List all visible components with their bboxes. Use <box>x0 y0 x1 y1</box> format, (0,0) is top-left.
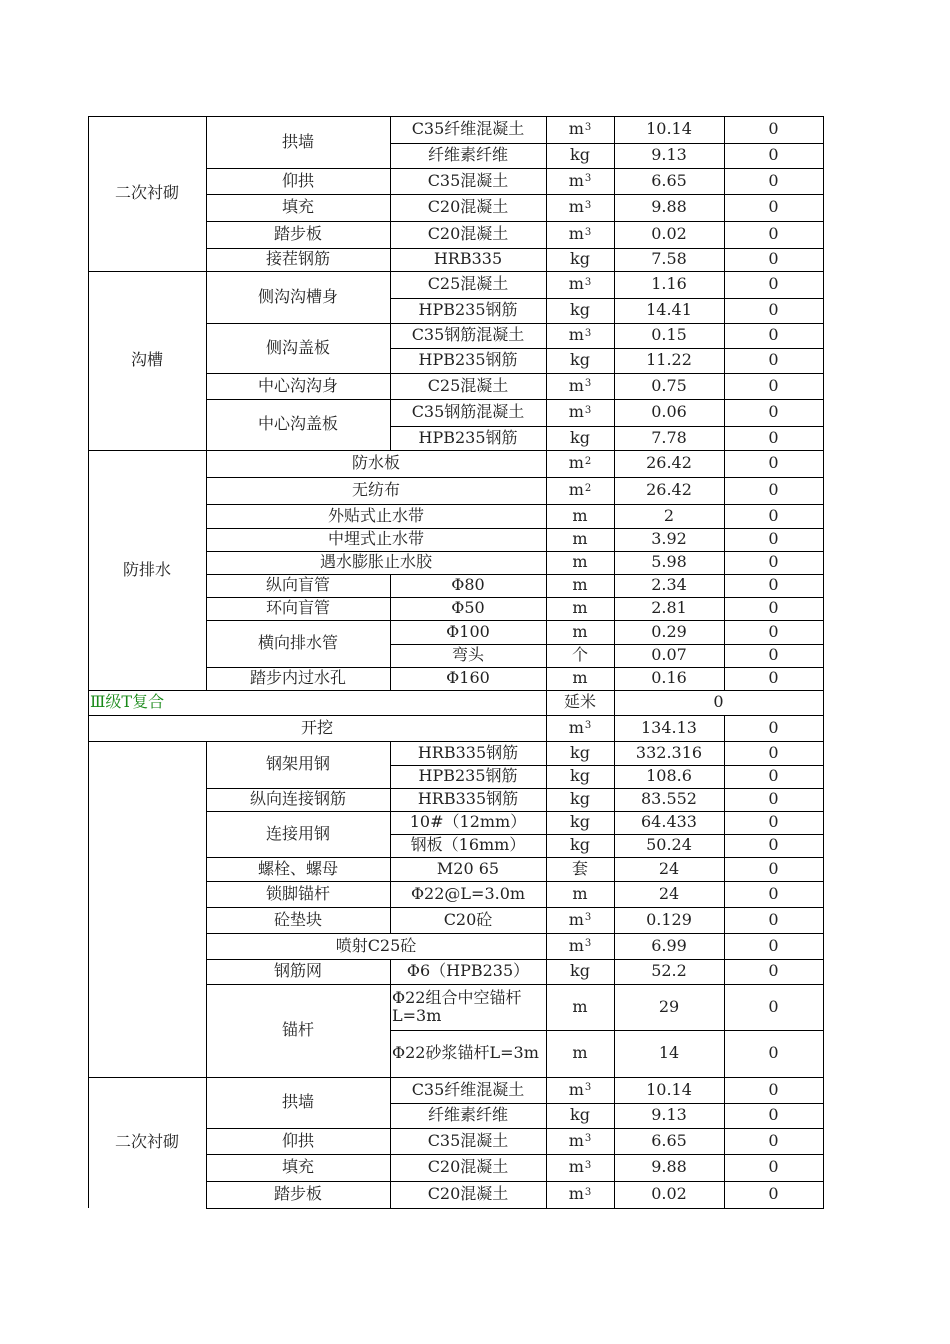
amount-cell: 0 <box>768 325 779 345</box>
quantity-cell: 24 <box>658 883 680 903</box>
amount-cell: 0 <box>768 145 779 165</box>
unit-cell: m $^3$ <box>568 274 592 294</box>
quantity-cell: 134.13 <box>641 717 697 737</box>
item-cell: 锚杆 <box>281 1020 314 1040</box>
item-cell: 踏步板 <box>273 1184 322 1204</box>
spec-cell: Φ80 <box>451 575 485 595</box>
quantity-cell: 6.99 <box>651 935 687 955</box>
grid-line <box>390 834 824 835</box>
grid-line <box>206 323 824 324</box>
grid-line <box>390 116 391 450</box>
quantity-cell: 10.14 <box>646 119 692 139</box>
quantity-cell: 7.78 <box>651 427 687 447</box>
amount-cell: 0 <box>768 170 779 190</box>
unit-cell: m <box>572 552 588 572</box>
grid-line <box>206 881 824 882</box>
unit-cell: m $^3$ <box>568 375 592 395</box>
grid-line <box>546 116 547 1208</box>
grid-line <box>88 450 824 451</box>
grid-line <box>206 857 824 858</box>
unit-cell: 延米 <box>563 692 596 712</box>
item-cell: 连接用钢 <box>265 823 330 843</box>
unit-cell: kg <box>570 350 590 370</box>
amount-cell: 0 <box>768 835 779 855</box>
grid-line <box>390 644 824 645</box>
spec-cell: HPB235钢筋 <box>418 427 518 447</box>
spec-cell: C35钢筋混凝土 <box>411 325 525 345</box>
quantity-cell: 14.41 <box>646 300 692 320</box>
unit-cell: m $^2$ <box>568 453 592 473</box>
quantity-cell: 29 <box>658 996 680 1016</box>
unit-cell: kg <box>570 766 590 786</box>
unit-cell: m $^3$ <box>568 1184 592 1204</box>
item-cell: 侧沟盖板 <box>265 337 330 357</box>
grid-line <box>206 221 824 222</box>
grid-line <box>206 959 824 960</box>
quantity-cell: 0.06 <box>651 402 687 422</box>
unit-cell: m $^3$ <box>568 717 592 737</box>
grid-line <box>206 597 824 598</box>
amount-cell: 0 <box>768 1157 779 1177</box>
grid-line <box>206 741 207 1208</box>
item-cell: 仰拱 <box>281 170 314 190</box>
spec-cell: C35钢筋混凝土 <box>411 402 525 422</box>
amount-cell: 0 <box>768 742 779 762</box>
grid-line <box>206 116 207 690</box>
unit-cell: m <box>572 621 588 641</box>
unit-cell: m <box>572 668 588 688</box>
amount-cell: 0 <box>768 300 779 320</box>
quantity-cell: 50.24 <box>646 835 692 855</box>
unit-cell: m <box>572 505 588 525</box>
item-cell: 防水板 <box>351 453 400 473</box>
grid-line <box>88 690 824 691</box>
item-cell: 纵向连接钢筋 <box>249 789 346 809</box>
group-cell: 防排水 <box>122 559 171 579</box>
grid-line <box>390 574 391 690</box>
grid-line <box>390 959 391 1208</box>
spec-cell: HPB235钢筋 <box>418 300 518 320</box>
item-cell: 环向盲管 <box>265 598 330 618</box>
amount-cell: 0 <box>768 402 779 422</box>
quantity-cell: 9.88 <box>651 1157 687 1177</box>
unit-cell: m <box>572 529 588 549</box>
amount-cell: 0 <box>768 453 779 473</box>
quantity-cell: 2 <box>663 505 675 525</box>
unit-cell: m $^3$ <box>568 1079 592 1099</box>
quantity-cell: 108.6 <box>646 766 692 786</box>
grid-line <box>390 1030 824 1031</box>
spec-cell: Φ22砂浆锚杆L=3m <box>392 1043 539 1063</box>
unit-cell: m <box>572 883 588 903</box>
quantity-cell: 7.58 <box>651 249 687 269</box>
spec-cell: 钢板（16mm） <box>410 835 526 855</box>
group-cell: 二次衬砌 <box>114 1132 179 1152</box>
amount-cell: 0 <box>768 552 779 572</box>
grid-line <box>88 1077 824 1078</box>
unit-cell: 套 <box>571 858 588 878</box>
grid-line <box>206 907 824 908</box>
item-cell: 钢筋网 <box>273 961 322 981</box>
grid-line <box>724 715 725 1208</box>
amount-cell: 0 <box>768 996 779 1016</box>
grid-line <box>88 116 824 117</box>
quantity-cell: 9.88 <box>651 197 687 217</box>
grid-line <box>206 551 824 552</box>
unit-cell: m $^3$ <box>568 119 592 139</box>
amount-cell: 0 <box>768 575 779 595</box>
spec-cell: C20混凝土 <box>427 197 509 217</box>
amount-cell: 0 <box>768 1043 779 1063</box>
grid-line <box>390 426 824 427</box>
amount-cell: 0 <box>768 529 779 549</box>
amount-cell: 0 <box>768 249 779 269</box>
quantity-cell: 2.34 <box>651 575 687 595</box>
amount-cell: 0 <box>768 766 779 786</box>
item-cell: 中心沟盖板 <box>257 414 338 434</box>
amount-cell: 0 <box>768 789 779 809</box>
grid-line <box>206 373 824 374</box>
amount-cell: 0 <box>768 505 779 525</box>
spec-cell: C20砼 <box>443 909 493 929</box>
quantity-cell: 0 <box>713 692 724 712</box>
spec-cell: HRB335钢筋 <box>417 789 519 809</box>
unit-cell: kg <box>570 812 590 832</box>
item-cell: 踏步内过水孔 <box>249 668 346 688</box>
grid-line <box>390 741 391 933</box>
spec-cell: Φ160 <box>446 668 490 688</box>
quantity-cell: 2.81 <box>651 598 687 618</box>
grid-line <box>206 984 824 985</box>
quantity-cell: 1.16 <box>651 274 687 294</box>
unit-cell: m $^3$ <box>568 1157 592 1177</box>
quantity-cell: 0.75 <box>651 375 687 395</box>
amount-cell: 0 <box>768 119 779 139</box>
quantity-cell: 0.29 <box>651 621 687 641</box>
spec-cell: HRB335 <box>433 249 503 269</box>
amount-cell: 0 <box>768 883 779 903</box>
spec-cell: C35混凝土 <box>427 1130 509 1150</box>
unit-cell: m $^3$ <box>568 1130 592 1150</box>
quantity-cell: 9.13 <box>651 1105 687 1125</box>
item-cell: 踏步板 <box>273 224 322 244</box>
unit-cell: m <box>572 1043 588 1063</box>
group-cell: 沟槽 <box>130 350 163 370</box>
amount-cell: 0 <box>768 1105 779 1125</box>
quantity-cell: 3.92 <box>651 529 687 549</box>
quantity-cell: 11.22 <box>646 350 692 370</box>
quantity-cell: 6.65 <box>651 170 687 190</box>
item-cell: 钢架用钢 <box>265 754 330 774</box>
grid-line <box>88 116 89 1208</box>
spec-cell: C35纤维混凝土 <box>411 119 525 139</box>
amount-cell: 0 <box>768 935 779 955</box>
unit-cell: kg <box>570 835 590 855</box>
unit-cell: m $^3$ <box>568 909 592 929</box>
grid-line <box>206 667 824 668</box>
grid-line <box>206 1208 824 1209</box>
grid-line <box>390 765 824 766</box>
quantity-cell: 10.14 <box>646 1079 692 1099</box>
grid-line <box>206 1128 824 1129</box>
unit-cell: kg <box>570 427 590 447</box>
item-cell: 拱墙 <box>281 131 314 151</box>
unit-cell: m $^3$ <box>568 197 592 217</box>
unit-cell: m <box>572 996 588 1016</box>
spec-cell: C20混凝土 <box>427 224 509 244</box>
amount-cell: 0 <box>768 427 779 447</box>
item-cell: 横向排水管 <box>257 633 338 653</box>
spec-cell: 纤维素纤维 <box>427 145 508 165</box>
grid-line <box>206 620 824 621</box>
grid-line <box>390 348 824 349</box>
quantity-cell: 26.42 <box>646 453 692 473</box>
item-cell: 拱墙 <box>281 1092 314 1112</box>
spec-cell: HPB235钢筋 <box>418 766 518 786</box>
spec-cell: C35混凝土 <box>427 170 509 190</box>
spec-cell: C25混凝土 <box>427 274 509 294</box>
section-title: Ⅲ级T复合 <box>90 692 165 712</box>
quantity-cell: 14 <box>658 1043 680 1063</box>
grid-line <box>390 143 824 144</box>
spec-cell: Φ6（HPB235） <box>406 961 530 981</box>
amount-cell: 0 <box>768 197 779 217</box>
unit-cell: kg <box>570 249 590 269</box>
spec-cell: C20混凝土 <box>427 1184 509 1204</box>
spec-cell: Φ50 <box>451 598 485 618</box>
unit-cell: kg <box>570 961 590 981</box>
quantity-cell: 0.02 <box>651 224 687 244</box>
unit-cell: m <box>572 598 588 618</box>
quantity-cell: 9.13 <box>651 145 687 165</box>
item-cell: 遇水膨胀止水胶 <box>319 552 432 572</box>
spec-cell: HRB335钢筋 <box>417 742 519 762</box>
amount-cell: 0 <box>768 645 779 665</box>
grid-line <box>390 298 824 299</box>
unit-cell: kg <box>570 742 590 762</box>
item-cell: 填充 <box>281 1157 314 1177</box>
item-cell: 喷射C25砼 <box>335 935 417 955</box>
quantity-cell: 0.16 <box>651 668 687 688</box>
unit-cell: m $^3$ <box>568 224 592 244</box>
quantity-cell: 0.02 <box>651 1184 687 1204</box>
quantity-cell: 5.98 <box>651 552 687 572</box>
amount-cell: 0 <box>768 598 779 618</box>
amount-cell: 0 <box>768 1184 779 1204</box>
grid-line <box>206 399 824 400</box>
quantity-cell: 0.15 <box>651 325 687 345</box>
item-cell: 仰拱 <box>281 1130 314 1150</box>
spec-cell: HPB235钢筋 <box>418 350 518 370</box>
grid-line <box>206 504 824 505</box>
item-cell: 填充 <box>281 197 314 217</box>
group-cell: 二次衬砌 <box>114 183 179 203</box>
amount-cell: 0 <box>768 375 779 395</box>
grid-line <box>206 811 824 812</box>
grid-line <box>390 1103 824 1104</box>
grid-line <box>206 168 824 169</box>
grid-line <box>206 477 824 478</box>
grid-line <box>206 528 824 529</box>
quantity-cell: 83.552 <box>641 789 697 809</box>
item-cell: 中埋式止水带 <box>327 529 424 549</box>
item-cell: 开挖 <box>300 717 333 737</box>
quantity-cell: 52.2 <box>651 961 687 981</box>
amount-cell: 0 <box>768 812 779 832</box>
grid-line <box>206 194 824 195</box>
item-cell: 螺栓、螺母 <box>257 858 338 878</box>
amount-cell: 0 <box>768 909 779 929</box>
amount-cell: 0 <box>768 1130 779 1150</box>
spec-cell: Φ22@L=3.0m <box>410 883 526 903</box>
unit-cell: m $^2$ <box>568 480 592 500</box>
unit-cell: m <box>572 575 588 595</box>
grid-line <box>724 116 725 690</box>
item-cell: 中心沟沟身 <box>257 375 338 395</box>
unit-cell: kg <box>570 1105 590 1125</box>
spec-cell: Φ100 <box>446 621 490 641</box>
grid-line <box>206 574 824 575</box>
spec-cell: 10#（12mm） <box>409 812 527 832</box>
grid-line <box>88 271 824 272</box>
grid-line <box>206 1154 824 1155</box>
quantity-cell: 6.65 <box>651 1130 687 1150</box>
grid-line <box>206 248 824 249</box>
grid-line <box>823 116 824 1208</box>
grid-line <box>206 1181 824 1182</box>
item-cell: 砼垫块 <box>273 909 322 929</box>
unit-cell: kg <box>570 789 590 809</box>
unit-cell: kg <box>570 145 590 165</box>
spec-cell: M20 65 <box>436 858 500 878</box>
item-cell: 接茬钢筋 <box>265 249 330 269</box>
amount-cell: 0 <box>768 224 779 244</box>
amount-cell: 0 <box>768 1079 779 1099</box>
grid-line <box>206 933 824 934</box>
quantity-cell: 26.42 <box>646 480 692 500</box>
item-cell: 无纺布 <box>351 480 400 500</box>
item-cell: 纵向盲管 <box>265 575 330 595</box>
grid-line <box>88 741 824 742</box>
amount-cell: 0 <box>768 274 779 294</box>
amount-cell: 0 <box>768 621 779 641</box>
amount-cell: 0 <box>768 858 779 878</box>
spec-cell: 弯头 <box>451 645 484 665</box>
item-cell: 锁脚锚杆 <box>265 883 330 903</box>
unit-cell: 个 <box>571 645 588 665</box>
unit-cell: m $^3$ <box>568 935 592 955</box>
item-cell: 侧沟沟槽身 <box>257 286 338 306</box>
spec-cell: C20混凝土 <box>427 1157 509 1177</box>
spec-cell: C35纤维混凝土 <box>411 1079 525 1099</box>
quantity-cell: 24 <box>658 858 680 878</box>
unit-cell: m $^3$ <box>568 170 592 190</box>
grid-line <box>88 715 824 716</box>
quantity-cell: 0.07 <box>651 645 687 665</box>
unit-cell: m $^3$ <box>568 402 592 422</box>
spec-cell: C25混凝土 <box>427 375 509 395</box>
quantity-cell: 0.129 <box>646 909 692 929</box>
grid-line <box>206 788 824 789</box>
quantity-cell: 332.316 <box>635 742 703 762</box>
grid-line <box>614 116 615 1208</box>
quantity-cell: 64.433 <box>641 812 697 832</box>
amount-cell: 0 <box>768 350 779 370</box>
amount-cell: 0 <box>768 717 779 737</box>
spec-cell: Φ22组合中空锚杆L=3m <box>392 987 522 1025</box>
item-cell: 外贴式止水带 <box>327 505 424 525</box>
spec-cell: 纤维素纤维 <box>427 1105 508 1125</box>
unit-cell: m $^3$ <box>568 325 592 345</box>
amount-cell: 0 <box>768 480 779 500</box>
amount-cell: 0 <box>768 668 779 688</box>
amount-cell: 0 <box>768 961 779 981</box>
unit-cell: kg <box>570 300 590 320</box>
